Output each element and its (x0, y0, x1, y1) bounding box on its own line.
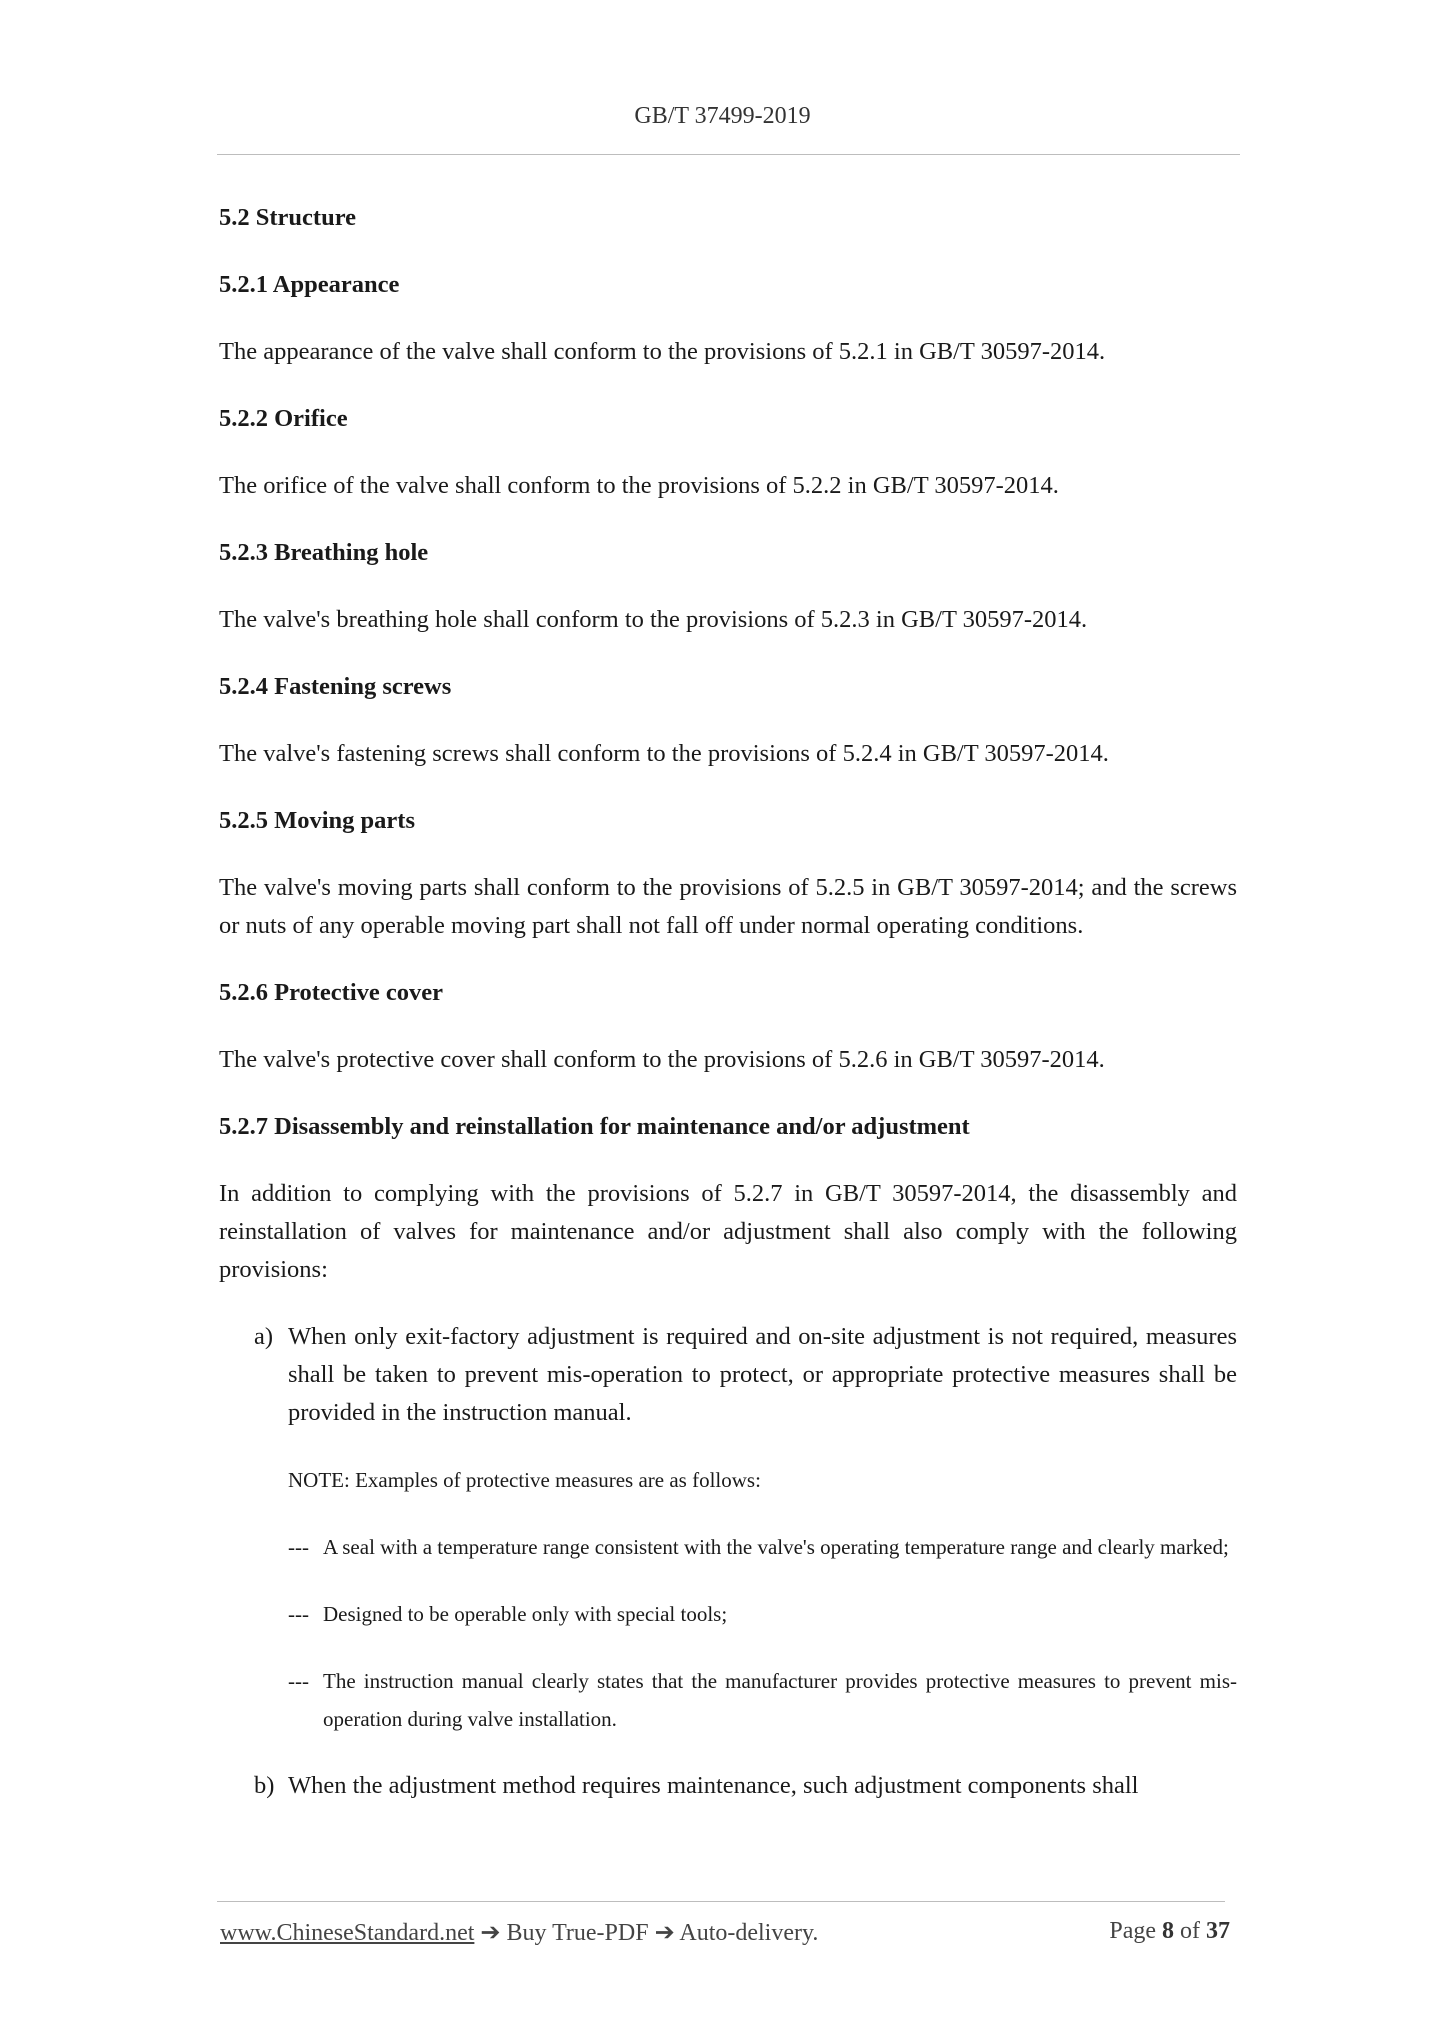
section-text-5-2-5: The valve's moving parts shall conform to the provisions of 5.2.5 in GB/T 30597-2014; and the screws or nuts of any operable moving part shall not fall off under normal operating conditions. (219, 874, 1237, 939)
list-item-b (219, 1767, 1237, 1805)
section-heading-5-2-5: 5.2.5 Moving parts (219, 807, 415, 834)
document-header: GB/T 37499-2019 (634, 103, 811, 129)
note-dash-item (219, 1595, 1237, 1633)
section-heading-5-2: 5.2 Structure (219, 204, 356, 231)
section-heading-5-2-1: 5.2.1 Appearance (219, 271, 400, 298)
section-text-5-2-4: The valve's fastening screws shall conform to the provisions of 5.2.4 in GB/T 30597-2014. (219, 740, 1109, 767)
section-heading-5-2-3: 5.2.3 Breathing hole (219, 539, 429, 566)
note-dash-item (219, 1662, 1237, 1738)
page-number: 8 (1162, 1918, 1174, 1944)
section-heading-5-2-4: 5.2.4 Fastening screws (219, 673, 452, 700)
page-content (219, 199, 1237, 1834)
list-item-b-text: When the adjustment method requires maintenance, such adjustment components shall (288, 1772, 1139, 1799)
section-heading-5-2-6: 5.2.6 Protective cover (219, 979, 444, 1006)
section-text-5-2-3: The valve's breathing hole shall conform to the provisions of 5.2.3 in GB/T 30597-2014. (219, 606, 1088, 633)
dash-text: A seal with a temperature range consistent with the valve's operating temperature range and clearly marked; (323, 1535, 1229, 1559)
list-item-b-label: b) (254, 1772, 275, 1799)
section-heading-5-2-7: 5.2.7 Disassembly and reinstallation for maintenance and/or adjustment (219, 1113, 970, 1140)
note-dash-item (219, 1528, 1237, 1566)
dash-marker: --- (288, 1535, 309, 1559)
page-footer (220, 1918, 1230, 1947)
list-item-a-label: a) (254, 1323, 274, 1350)
dash-marker: --- (288, 1602, 309, 1626)
section-text-5-2-6: The valve's protective cover shall conform to the provisions of 5.2.6 in GB/T 30597-2014. (219, 1046, 1105, 1073)
page-word: Page (1109, 1918, 1156, 1944)
section-text-5-2-7: In addition to complying with the provisions of 5.2.7 in GB/T 30597-2014, the disassembly and reinstallation of valves for maintenance and/or adjustment shall also comply with the following provisions: (219, 1180, 1237, 1283)
buy-true-pdf-text: Buy True-PDF (506, 1920, 649, 1946)
auto-delivery-text: Auto-delivery. (679, 1920, 819, 1946)
section-heading-5-2-2: 5.2.2 Orifice (219, 405, 348, 432)
page-total: 37 (1206, 1918, 1230, 1944)
footer-divider (217, 1901, 1225, 1902)
chinesestandard-link[interactable]: www.ChineseStandard.net (220, 1920, 475, 1946)
list-item-a-text: When only exit-factory adjustment is required and on-site adjustment is not required, measures shall be taken to prevent mis-operation to protect, or appropriate protective measures shall be provided in the instruction manual. (288, 1323, 1237, 1426)
arrow-right-icon: ➔ (480, 1920, 501, 1946)
page-indicator (1109, 1918, 1230, 1945)
dash-text: The instruction manual clearly states that the manufacturer provides protective measures to prevent mis-operation during valve installation. (323, 1669, 1237, 1731)
section-text-5-2-1: The appearance of the valve shall conform to the provisions of 5.2.1 in GB/T 30597-2014. (219, 338, 1106, 365)
of-word: of (1180, 1918, 1200, 1944)
dash-marker: --- (288, 1669, 309, 1693)
arrow-right-icon: ➔ (654, 1920, 675, 1946)
header-divider (217, 154, 1240, 155)
list-item-a (219, 1318, 1237, 1432)
dash-text: Designed to be operable only with special tools; (323, 1602, 728, 1626)
section-text-5-2-2: The orifice of the valve shall conform to the provisions of 5.2.2 in GB/T 30597-2014. (219, 472, 1059, 499)
note-text: NOTE: Examples of protective measures are as follows: (288, 1468, 761, 1492)
